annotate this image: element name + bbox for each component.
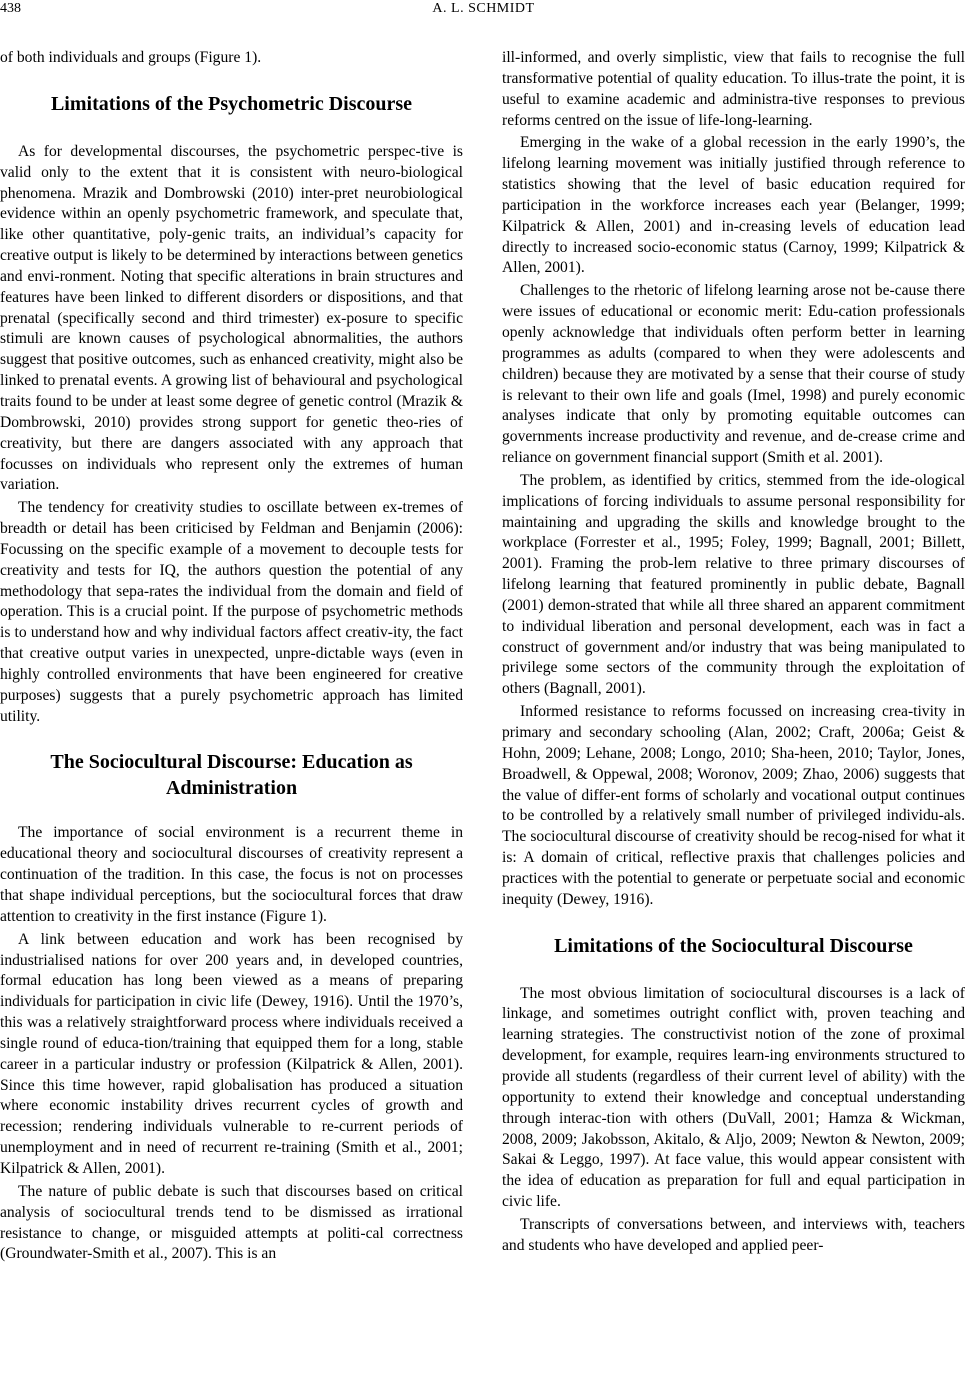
heading-sociocultural-discourse	[0, 749, 463, 801]
paragraph-sociocultural-1: The importance of social environment is a recurrent theme in educational theory and sociocultural discourses of creativity represent a continuation of the tradition. In this case, the focus is not on processes that shape individual perceptions, but the sociocultural forces that draw attention to creativity in the first instance (Figure 1).	[0, 824, 463, 925]
heading-limitations-sociocultural: Limitations of the Sociocultural Discourse	[554, 934, 913, 957]
heading-sociocultural-line1: The Sociocultural Discourse: Education as	[50, 751, 413, 774]
running-head	[0, 0, 967, 20]
right-column	[502, 48, 965, 1257]
paragraph-informed-resistance: Informed resistance to reforms focussed on increasing crea-tivity in primary and secondary schooling (Alan, 2002; Craft, 2006a; Geist & Hohn, 2009; Lehane, 2008; Longo, 2010; Sha-heen, 2010; Taylor, Jones, Broadwell, & Oppewal, 2008; Woronov, 2009; Zhao, 2006) suggests that the value of differ-ent forms of scholarly and vocational output continues to be controlled by a relatively small number of privileged individu-als. The sociocultural discourse of creativity should be recog-nised for what it is: A domain of critical, reflective praxis that challenges policies and practices with the potential to generate or perpetuate social and economic inequity (Dewey, 1916).	[502, 703, 965, 908]
heading-sociocultural-line2: Administration	[165, 777, 298, 800]
paragraph-problem: The problem, as identified by critics, stemmed from the ide-ological implications of forcing individuals to assume personal responsibility for maintaining and upgrading the skills and knowledge brought to the workplace (Forrester et al., 1995; Foley, 1999; Bagnall, 2001; Billett, 2001). Framing the prob-lem relative to three primary discourses of lifelong learning that featured prominently in public debate, Bagnall (2001) demon-strated that while all three shared an apparent commitment to individual liberation and personal development, each was in fact a construct of government and/or industry that was being manipulated to privilege some sectors of the community through the exploitation of others (Bagnall, 2001).	[502, 471, 965, 698]
heading-limitations-psychometric: Limitations of the Psychometric Discourse	[50, 92, 413, 115]
paragraph-lifelong-2: Challenges to the rhetoric of lifelong learning arose not be-cause there were issues of educational or economic merit: Edu-cation professionals openly acknowledge that individuals often perform better in learning programmes as adults (compared to when they were adolescents and children) because they are motivated by a sense that their course of study is relevant to their own life and goals (Imel, 1998) and purely economic analyses indicate that only by promoting equitable outcomes can governments increase productivity and revenue, and de-crease crime and reliance on government financial support (Smith et al. 2001).	[502, 282, 965, 467]
paragraph-limitations-2: Transcripts of conversations between, and interviews with, teachers and students who have developed and applied peer-	[502, 1215, 965, 1254]
left-column	[0, 48, 463, 1265]
paragraph-psychometric-1: As for developmental discourses, the psychometric perspec-tive is valid only to the extent that it is consistent with neuro-biological phenomena. Mrazik and Dombrowski (2010) inter-pret neurobiological evidence within an openly psychometric framework, and speculate that, like other quantitative, poly-genic traits, an individual’s capacity for creative output is likely to be determined by interactions between genetics and envi-ronment. Noting that specific alterations in brain structures and features have been linked to different disorders or dispositions, and that prenatal (specifically second and third trimester) ex-posure to specific stimuli are known causes of psychological abnormalities, the authors suggest that positive outcomes, such as enhanced creativity, might also be linked to prenatal events. A growing list of behavioural and psychological traits found to be under at least some degree of genetic control (Mrazik & Dombrowski, 2010) provides strong support for genetic theo-ries of creativity, but there are dangers associated with any approach that focusses on individuals who represent only the extremes of human variation.	[0, 142, 463, 494]
paragraph-sociocultural-3: The nature of public debate is such that discourses based on critical analysis of sociocultural trends tend to be dismissed as irrational resistance to change, or misguided attempts at politi-cal correctness (Groundwater-Smith et al., 2007). This is an	[0, 1182, 463, 1263]
running-head-author: A. L. SCHMIDT	[432, 1, 535, 16]
paragraph-limitations-1: The most obvious limitation of sociocultural discourses is a lack of linkage, and sometimes outright conflict with, proven teaching and learning strategies. The constructivist notion of the zone of proximal development, for example, requires learn-ing environments structured to provide all students (regardless of their current level of ability) with the opportunity to extend their knowledge and conceptual understanding through interac-tion with others (DuVall, 2001; Hamza & Wickman, 2008, 2009; Jakobsson, Akitalo, & Aljo, 2009; Newton & Newton, 2009; Sakai & Leggo, 1997). At face value, this would appear consistent with the idea of education as preparation for full and equal participation in civic life.	[502, 984, 965, 1211]
paragraph-psychometric-2: The tendency for creativity studies to oscillate between ex-tremes of breadth or detail has been criticised by Feldman and Benjamin (2006): Focussing on the specific example of a movement to decouple tests for creativity and tests for IQ, the authors question the potential of any methodology that sepa-rates the individual from the domain and field of operation. This is a crucial point. If the purpose of psychometric methods is to understand how and why individual factors affect creativ-ity, the fact that creative output varies in unexpected, unpre-dictable ways (even in highly controlled environments that have been engineered for creative purposes) suggests that a purely psychometric approach has limited utility.	[0, 499, 463, 725]
paragraph-intro-continuation: of both individuals and groups (Figure 1).	[0, 49, 262, 66]
paragraph-continuation: ill-informed, and overly simplistic, view that fails to recognise the full transformative potential of quality education. To illus-trate the point, it is useful to examine academic and administra-tive responses to previous reforms centred on the issue of life-long-learning.	[502, 49, 965, 129]
paragraph-lifelong-1: Emerging in the wake of a global recession in the early 1990’s, the lifelong learning movement was initially justified through reference to statistics showing that the level of basic education required for participation in the workforce increases each year (Belanger, 1999; Kilpatrick & Allen, 2001) and in-creasing levels of education lead directly to increased socio-economic status (Carnoy, 1999; Kilpatrick & Allen, 2001).	[502, 134, 965, 277]
page-number: 438	[0, 1, 21, 16]
paragraph-sociocultural-2: A link between education and work has been recognised by industrialised nations for over 200 years and, in developed countries, formal education has long been viewed as a means of preparing individuals for participation in civic life (Dewey, 1916). Until the 1970’s, this was a relatively straightforward process where individuals received a single round of educa-tion/training that equipped them for a long, stable career in a particular industry or profession (Kilpatrick & Allen, 2001). Since this time however, rapid globalisation has produced a situation where economic instability drives recurrent cycles of growth and recession; rendering individuals vulnerable to re-current periods of unemployment and in need of recurrent re-training (Smith et al., 2001; Kilpatrick & Allen, 2001).	[0, 930, 463, 1177]
